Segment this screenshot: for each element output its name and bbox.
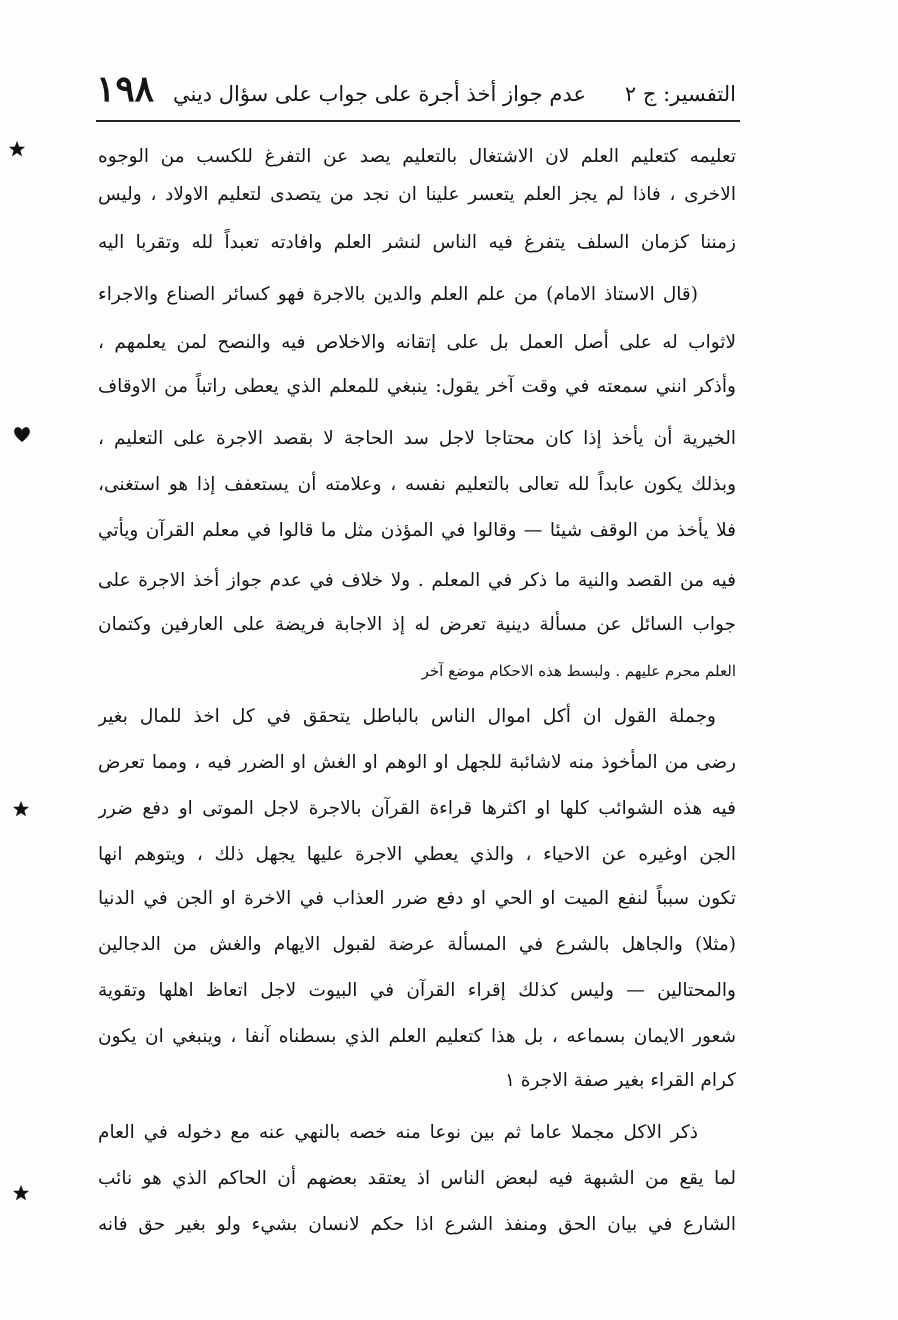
running-head-topic: عدم جواز أخذ أجرة على جواب على سؤال ديني	[173, 82, 586, 106]
running-head-book: التفسير: ج ٢	[624, 82, 736, 106]
text-line: فيه هذه الشوائب كلها او اكثرها قراءة القرآن بالاجرة لاجل الموتى او دفع ضرر	[98, 798, 736, 819]
text-line: (مثلا) والجاهل بالشرع في المسألة عرضة لقبول الايهام والغش من الدجالين	[98, 934, 736, 955]
page-number: ١٩٨	[96, 68, 155, 110]
text-line: زمننا كزمان السلف يتفرغ فيه الناس لنشر العلم وافادته تعبداً لله وتقربا اليه	[98, 232, 736, 253]
text-line: لما يقع من الشبهة فيه لبعض الناس اذ يعتقد بعضهم أن الحاكم الذي هو نائب	[98, 1168, 736, 1189]
text-line: فيه من القصد والنية ما ذكر في المعلم . ولا خلاف في عدم جواز أخذ الاجرة على	[98, 570, 736, 591]
text-line: رضى من المأخوذ منه لاشائبة للجهل او الوهم او الغش او الضرر فيه ، ومما تعرض	[98, 752, 736, 773]
text-line: العلم محرم عليهم . ولبسط هذه الاحكام موضع آخر	[421, 662, 736, 680]
star-mark-icon	[12, 1184, 30, 1202]
heart-mark-icon	[12, 424, 32, 444]
star-mark-icon	[12, 800, 30, 818]
text-line: الاخرى ، فاذا لم يجز العلم يتعسر علينا ان نجد من يتصدى لتعليم الاولاد ، وليس	[98, 184, 736, 205]
text-line: كرام القراء بغير صفة الاجرة ١	[504, 1070, 736, 1091]
star-mark-icon	[8, 140, 26, 158]
text-line: تعليمه كتعليم العلم لان الاشتغال بالتعليم يصد عن التفرغ للكسب من الوجوه	[98, 146, 736, 167]
text-line: (قال الاستاذ الامام) من علم العلم والدين بالاجرة فهو كسائر الصناع والاجراء	[98, 284, 698, 305]
text-line: وأذكر انني سمعته في وقت آخر يقول: ينبغي للمعلم الذي يعطى راتباً من الاوقاف	[98, 376, 736, 397]
text-line: الشارع في بيان الحق ومنفذ الشرع اذا حكم لانسان بشيء ولو بغير حق فانه	[98, 1214, 736, 1235]
text-line: وجملة القول ان أكل اموال الناس بالباطل يتحقق في كل اخذ للمال بغير	[98, 706, 716, 727]
text-line: تكون سبباً لنفع الميت او الحي او دفع ضرر العذاب في الاخرة او الجن في الدنيا	[98, 888, 736, 909]
text-line: وبذلك يكون عابداً لله تعالى بالتعليم نفسه ، وعلامته أن يستعفف إذا هو استغنى،	[98, 474, 736, 495]
text-line: فلا يأخذ من الوقف شيئا — وقالوا في المؤذن مثل ما قالوا في معلم القرآن ويأتي	[98, 520, 736, 541]
text-line: جواب السائل عن مسألة دينية تعرض له إذ الاجابة فريضة على العارفين وكتمان	[98, 614, 736, 635]
text-line: ذكر الاكل مجملا عاما ثم بين نوعا منه خصه بالنهي عنه مع دخوله في العام	[98, 1122, 698, 1143]
page-header	[96, 68, 736, 116]
text-line: الجن اوغيره عن الاحياء ، والذي يعطي الاجرة عليها يجهل ذلك ، ويتوهم انها	[98, 844, 736, 865]
text-line: شعور الايمان بسماعه ، بل هذا كتعليم العلم الذي بسطناه آنفا ، وينبغي ان يكون	[98, 1026, 736, 1047]
text-line: الخيرية أن يأخذ إذا كان محتاجا لاجل سد الحاجة لا بقصد الاجرة على التعليم ،	[98, 428, 736, 449]
header-rule	[96, 120, 740, 122]
text-line: والمحتالين — وليس كذلك إقراء القرآن في البيوت لاجل اتعاظ اهلها وتقوية	[98, 980, 736, 1001]
text-line: لاثواب له على أصل العمل بل على إتقانه والاخلاص فيه والنصح لمن يعلمهم ،	[98, 332, 736, 353]
